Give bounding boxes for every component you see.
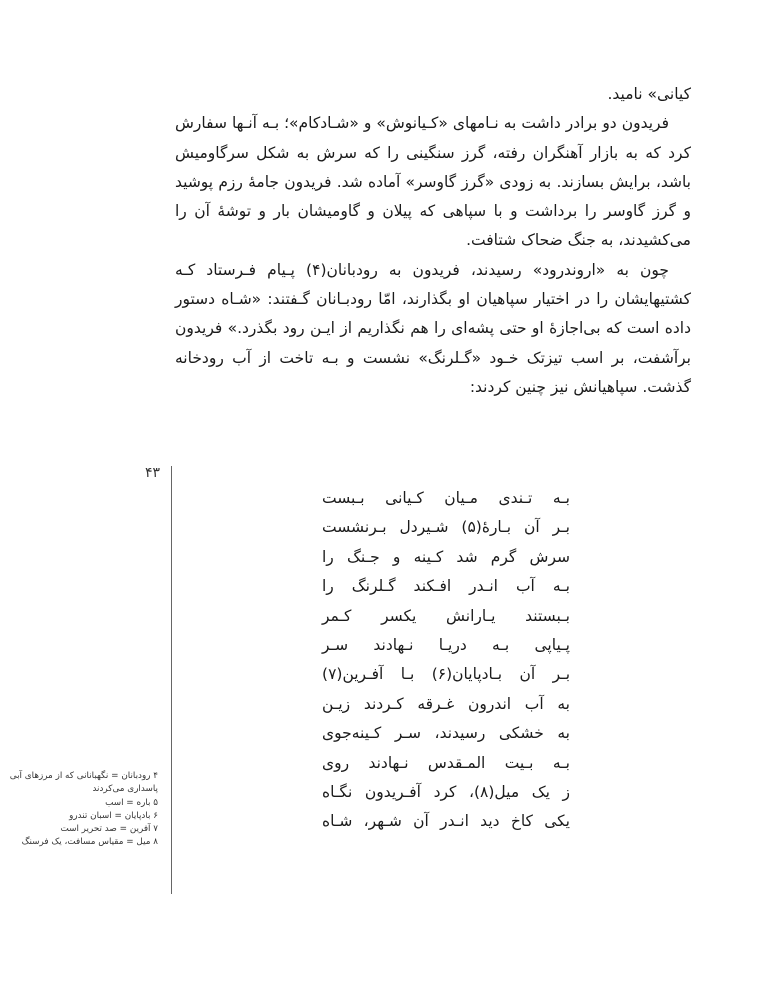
footnote: ۸ میل = مقیاس مسافت، یک فرسنگ <box>21 837 158 848</box>
footnote: ۴ رودبانان = نگهبانانی که از مرزهای آبی پاسداری می‌کردند <box>9 771 158 795</box>
poem-line: بـر آن بـارهٔ(۵) شـیردل بـرنشست <box>322 518 570 537</box>
poem <box>322 484 570 837</box>
poem-line: پـیاپی بـه دریـا نـهادند سـر <box>322 636 570 655</box>
paragraph-2: فریدون دو برادر داشت به نـامهای «کـیانوش» و «شـادکام»؛ بـه آنـها سفارش کرد که به بازار آهنگران رفته، گرز سنگینی را که سرش به شکل سرگاومیش باشد، برایش بسازند. به زودی «گرز گاوسر» آماده شد. فریدون جامهٔ رزم پوشید و گرز گاوسر را برداشت و با سپاهی که پیلان و گاومیشان بار و توشهٔ آن را می‌کشیدند، به جنگ ضحاک شتافت. <box>175 114 691 250</box>
footnote: ۷ آفرین = صد تحریر است <box>60 824 158 835</box>
footnotes <box>8 770 158 850</box>
body-text <box>175 80 691 402</box>
footnote: ۶ بادپایان = اسبان تندرو <box>69 810 158 821</box>
poem-line: بـر آن بـادپایان(۶) بـا آفـرین(۷) <box>322 665 571 684</box>
footnote: ۵ باره = اسب <box>105 797 158 808</box>
poem-line: بـبستند یـارانش یکسر کـمر <box>322 606 570 625</box>
paragraph-3: چون به «اروندرود» رسیدند، فریدون به رودبانان(۴) پـیام فـرستاد کـه کشتیهایشان را در اختیار سپاهیان او بگذارند، امّا رودبـانان گـفتند: «شـاه دستور داده است که بی‌اجازهٔ او حتی پشه‌ای را هم نگذاریم از ایـن رود بگذرد.» فریدون برآشفت، بر اسب تیزتک خـود «گـلرنگ» نشست و بـه تاخت از آب رودخانه گذشت. سپاهیانش نیز چنین کردند: <box>175 260 691 396</box>
poem-line: بـه آب انـدر افـکند گـلرنگ را <box>322 577 570 596</box>
poem-line: یکی کاخ دید انـدر آن شـهر، شـاه <box>322 812 570 831</box>
poem-line: بـه تـندی مـیان کـیانی بـبست <box>322 489 570 507</box>
page-number: ۴۳ <box>144 465 160 481</box>
margin-divider <box>171 466 172 894</box>
poem-line: بـه بـیت المـقدس نـهادند روی <box>322 753 570 772</box>
poem-line: ز یک میل(۸)، کرد آفـریدون نگـاه <box>322 783 570 802</box>
poem-line: سرش گرم شد کـینه و جـنگ را <box>322 547 570 566</box>
poem-line: به آب اندرون غـرقه کـردند زیـن <box>322 694 570 713</box>
paragraph-1: کیانی» نامید. <box>607 85 691 103</box>
poem-line: به خشکی رسیدند، سـر کـینه‌جوی <box>322 724 570 743</box>
